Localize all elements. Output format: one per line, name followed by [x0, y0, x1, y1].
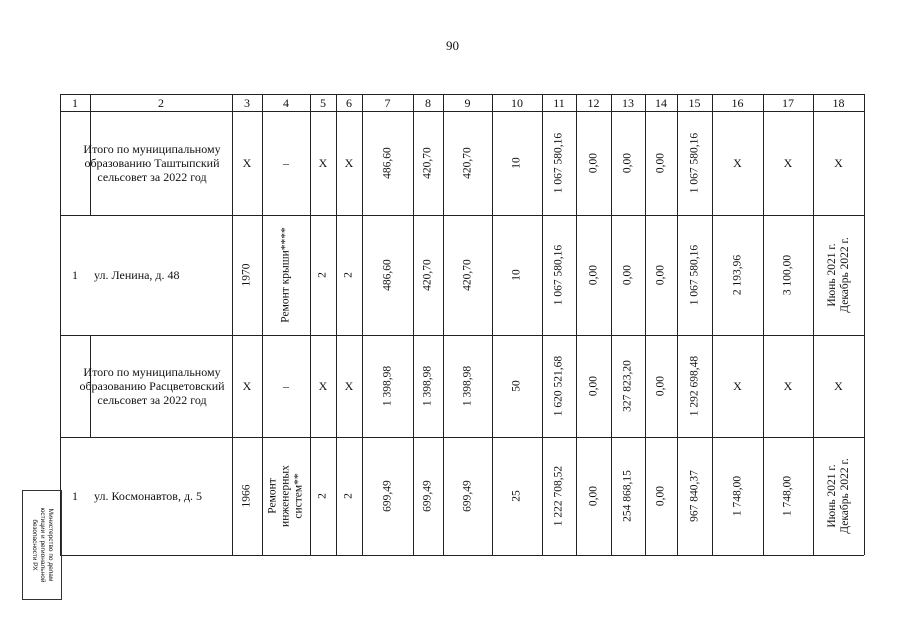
row-1-col-3: Х — [242, 156, 252, 170]
row-1-col-12-text: 0,00 — [587, 152, 599, 174]
row-1-col-7-text: 486,60 — [381, 147, 393, 179]
row-2-col-13 — [611, 215, 645, 335]
row-3-col-12-text: 0,00 — [587, 375, 599, 397]
row-3-col-10 — [492, 335, 542, 437]
row-2-col-9-text: 420,70 — [461, 259, 473, 291]
row-2-col-1: 1 — [72, 268, 78, 282]
table-rule-v — [864, 94, 865, 555]
row-4-col-16-text: 1 748,00 — [731, 475, 743, 517]
column-header-7: 7 — [384, 95, 391, 110]
row-4-col-10-text: 25 — [510, 490, 523, 502]
row-1-col-15 — [677, 111, 712, 215]
column-header-12: 12 — [587, 95, 600, 110]
row-2-col-9 — [443, 215, 492, 335]
row-3-col-13 — [611, 335, 645, 437]
row-3-col-16: Х — [733, 379, 742, 393]
column-header-15: 15 — [688, 95, 701, 110]
row-1-col-5: Х — [318, 156, 328, 170]
row-4-col-6 — [336, 437, 362, 555]
row-1-col-18: Х — [834, 156, 843, 170]
row-4-col-2: ул. Космонавтов, д. 5 — [94, 489, 203, 503]
row-1-col-12 — [576, 111, 611, 215]
column-header-8: 8 — [425, 95, 431, 110]
row-1-col-4: – — [283, 156, 289, 170]
row-3-col-10-text: 50 — [510, 380, 523, 392]
row-4-col-11 — [542, 437, 576, 555]
row-4-col-9 — [443, 437, 492, 555]
row-1-col-2: Итого по муниципальному образованию Таштыпский сельсовет за 2022 год — [83, 142, 221, 184]
row-2-col-8 — [413, 215, 443, 335]
column-header-17: 17 — [782, 95, 794, 110]
row-3-col-14-text: 0,00 — [654, 375, 667, 397]
row-1-col-15-text: 1 067 580,16 — [688, 132, 700, 194]
row-2-col-10 — [492, 215, 542, 335]
column-header-1: 1 — [72, 95, 78, 110]
row-3-col-17: Х — [783, 379, 793, 393]
column-header-4: 4 — [283, 95, 289, 110]
row-4-col-6-text: 2 — [342, 493, 355, 499]
row-2-col-5-text: 2 — [316, 272, 329, 278]
row-3-col-2: Итого по муниципальному образованию Расцветовский сельсовет за 2022 год — [79, 365, 225, 407]
table-rule-h — [60, 555, 864, 556]
row-3-col-9 — [443, 335, 492, 437]
row-2-col-11-text: 1 067 580,16 — [552, 244, 565, 306]
column-header-10: 10 — [511, 95, 523, 110]
row-3-col-18: Х — [834, 379, 843, 393]
row-4-col-15-text: 967 840,37 — [688, 470, 700, 522]
row-2-col-8-text: 420,70 — [421, 259, 434, 291]
row-1-col-16: Х — [733, 156, 742, 170]
row-2-col-3 — [232, 215, 262, 335]
row-2-col-12-text: 0,00 — [587, 264, 599, 286]
row-2-col-4-text: Ремонт крыши**** — [279, 227, 292, 323]
row-4-col-8 — [413, 437, 443, 555]
row-4-col-8-text: 699,49 — [421, 480, 434, 512]
row-4-col-1: 1 — [72, 489, 78, 503]
stamp-line-2: юстиции и региональной — [39, 507, 46, 583]
row-1-col-13-text: 0,00 — [621, 152, 634, 174]
row-1-col-14-text: 0,00 — [654, 152, 667, 174]
row-2-col-13-text: 0,00 — [621, 264, 634, 286]
row-1-col-6: Х — [344, 156, 354, 170]
row-2-col-12 — [576, 215, 611, 335]
row-3-col-9-text: 1 398,98 — [461, 365, 473, 407]
row-2-col-18-text: Июнь 2021 г. Декабрь 2022 г. — [825, 237, 851, 313]
row-2-col-4 — [262, 215, 310, 335]
row-1-col-11-text: 1 067 580,16 — [552, 132, 565, 194]
row-3-col-11-text: 1 620 521,68 — [552, 355, 565, 417]
row-2-col-15-text: 1 067 580,16 — [688, 244, 700, 306]
row-4-col-12 — [576, 437, 611, 555]
column-header-13: 13 — [622, 95, 634, 110]
column-header-3: 3 — [244, 95, 250, 110]
row-3-col-7 — [362, 335, 413, 437]
column-header-6: 6 — [346, 95, 352, 110]
row-4-col-10 — [492, 437, 542, 555]
row-2-col-10-text: 10 — [510, 269, 523, 281]
row-4-col-13-text: 254 868,15 — [621, 470, 634, 522]
row-2-col-14-text: 0,00 — [654, 264, 667, 286]
row-1-col-11 — [542, 111, 576, 215]
row-2-col-6 — [336, 215, 362, 335]
row-4-col-13 — [611, 437, 645, 555]
row-1-col-13 — [611, 111, 645, 215]
row-3-col-14 — [645, 335, 677, 437]
row-2-col-7-text: 486,60 — [381, 259, 393, 291]
row-4-col-12-text: 0,00 — [587, 485, 599, 507]
row-4-col-16 — [712, 437, 763, 555]
row-4-col-14 — [645, 437, 677, 555]
row-4-col-15 — [677, 437, 712, 555]
row-2-col-3-text: 1970 — [240, 263, 253, 287]
stamp-line-3: безопасности РХ — [31, 519, 38, 571]
row-3-col-4: – — [283, 379, 289, 393]
row-4-col-7 — [362, 437, 413, 555]
row-2-col-15 — [677, 215, 712, 335]
row-1-col-8-text: 420,70 — [421, 147, 434, 179]
row-1-col-10-text: 10 — [510, 157, 523, 169]
stamp-line-1: Министерство по делам — [47, 508, 54, 582]
row-3-col-5: Х — [318, 379, 328, 393]
row-4-col-9-text: 699,49 — [461, 480, 473, 512]
row-3-col-11 — [542, 335, 576, 437]
row-1-col-14 — [645, 111, 677, 215]
column-header-18: 18 — [832, 95, 845, 110]
row-4-col-5 — [310, 437, 336, 555]
row-4-col-18 — [813, 437, 864, 555]
column-header-9: 9 — [464, 95, 471, 110]
row-3-col-15-text: 1 292 698,48 — [688, 355, 700, 417]
row-4-col-17-text: 1 748,00 — [781, 475, 794, 517]
column-header-11: 11 — [553, 95, 565, 110]
row-3-col-13-text: 327 823,20 — [621, 360, 634, 412]
row-4-col-18-text: Июнь 2021 г. Декабрь 2022 г. — [825, 458, 851, 534]
row-3-col-12 — [576, 335, 611, 437]
row-4-col-3-text: 1966 — [240, 484, 253, 508]
row-2-col-16 — [712, 215, 763, 335]
column-header-2: 2 — [158, 95, 164, 110]
row-4-col-3 — [232, 437, 262, 555]
row-3-col-8-text: 1 398,98 — [421, 365, 434, 407]
row-2-col-16-text: 2 193,96 — [731, 254, 743, 296]
row-3-col-6: Х — [344, 379, 354, 393]
row-2-col-7 — [362, 215, 413, 335]
column-header-14: 14 — [655, 95, 667, 110]
row-2-col-6-text: 2 — [342, 272, 355, 278]
row-2-col-17-text: 3 100,00 — [781, 254, 794, 296]
page-number: 90 — [446, 38, 459, 53]
row-3-col-7-text: 1 398,98 — [381, 365, 393, 407]
row-1-col-17: Х — [783, 156, 793, 170]
row-1-col-9-text: 420,70 — [461, 147, 473, 179]
row-3-col-15 — [677, 335, 712, 437]
column-header-16: 16 — [731, 95, 744, 110]
row-4-col-4-text: Ремонт инженерных систем** — [266, 465, 305, 527]
row-4-col-5-text: 2 — [316, 493, 329, 499]
row-2-col-14 — [645, 215, 677, 335]
column-header-5: 5 — [320, 95, 326, 110]
row-2-col-18 — [813, 215, 864, 335]
row-2-col-2: ул. Ленина, д. 48 — [94, 268, 180, 282]
row-1-col-8 — [413, 111, 443, 215]
row-2-col-17 — [763, 215, 813, 335]
row-2-col-5 — [310, 215, 336, 335]
row-4-col-4 — [262, 437, 310, 555]
row-4-col-7-text: 699,49 — [381, 480, 393, 512]
row-4-col-11-text: 1 222 708,52 — [552, 465, 565, 527]
row-1-col-7 — [362, 111, 413, 215]
row-4-col-17 — [763, 437, 813, 555]
row-1-col-10 — [492, 111, 542, 215]
row-3-col-3: Х — [242, 379, 252, 393]
row-1-col-9 — [443, 111, 492, 215]
row-3-col-8 — [413, 335, 443, 437]
row-4-col-14-text: 0,00 — [654, 485, 667, 507]
row-2-col-11 — [542, 215, 576, 335]
registration-stamp — [22, 490, 62, 600]
